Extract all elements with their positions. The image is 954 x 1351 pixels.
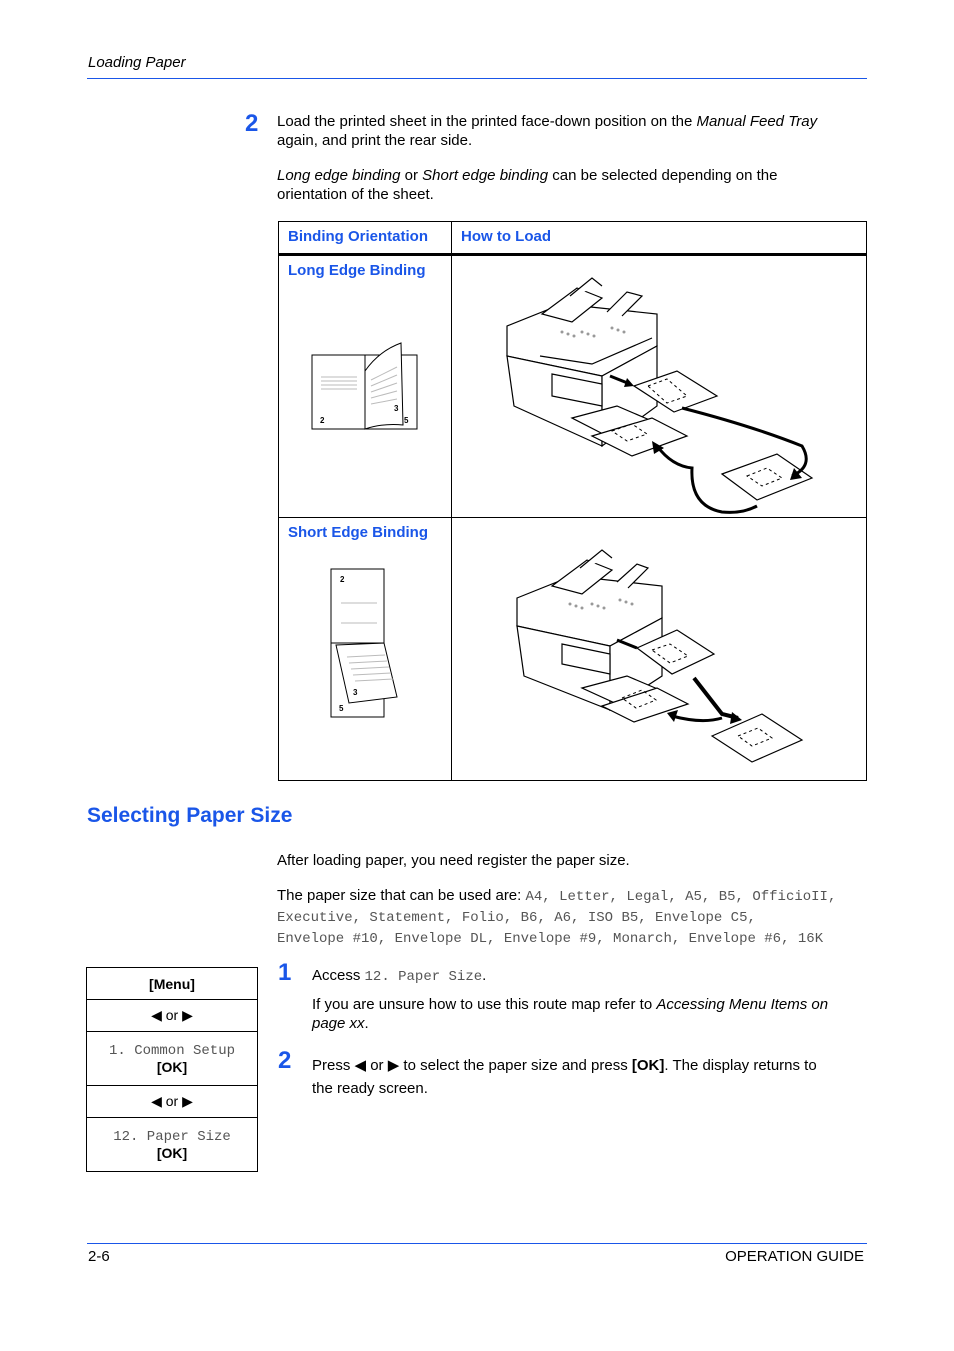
sizes-lead: The paper size that can be used are: [277, 887, 526, 904]
short-edge-load-illustration [452, 518, 866, 780]
step-number: 2 [278, 1047, 292, 1074]
unsure-end: . [364, 1015, 369, 1032]
intro-text: After loading paper, you need register the paper size. [277, 852, 630, 869]
nav-arrows: ◀ or ▶ [87, 1086, 258, 1118]
menu-item-common-setup [87, 1032, 258, 1086]
page-label: 5 [339, 704, 344, 713]
step1-unsure [312, 995, 872, 1033]
step-number: 2 [245, 110, 259, 137]
page-label: 2 [320, 416, 325, 425]
menu-route-table [86, 967, 258, 1172]
step-number: 1 [278, 959, 292, 986]
step2-text [277, 112, 867, 150]
sizes-line3: Envelope #10, Envelope DL, Envelope #9, Monarch, Envelope #6, 16K [277, 931, 824, 947]
item-common-setup-label: 1. Common Setup [108, 1042, 236, 1059]
press-text: Press ◀ or ▶ to select the paper size and press [312, 1057, 632, 1074]
manual-feed-tray-term: Manual Feed Tray [696, 113, 818, 130]
footer-rule [87, 1243, 867, 1244]
page-label: 3 [394, 404, 399, 413]
col-header-load [452, 222, 867, 255]
col-header-binding-label: Binding Orientation [288, 228, 428, 245]
long-edge-load-cell [452, 255, 867, 518]
ok-key: [OK] [631, 1057, 665, 1074]
step1-access [312, 966, 486, 987]
step2-line-b: again, and print the rear side. [277, 132, 473, 149]
sizes-line1: A4, Letter, Legal, A5, B5, OfficioII, [525, 889, 837, 905]
short-edge-term: Short edge binding [422, 167, 549, 184]
access-word: Access [312, 967, 365, 984]
access-end: . [482, 967, 487, 984]
binding-note [277, 166, 867, 204]
accessing-menu-link[interactable]: Accessing Menu Items on [656, 996, 829, 1013]
binding-table [278, 221, 867, 781]
page-header-title: Loading Paper [88, 54, 186, 71]
ok-key: [OK] [156, 1144, 188, 1161]
short-edge-cell [279, 518, 452, 781]
step2-press [312, 1054, 872, 1100]
sizes-line2: Executive, Statement, Folio, B6, A6, ISO B5, Envelope C5, [277, 910, 756, 926]
binding-rest: can be selected depending on the [548, 167, 778, 184]
paper-sizes-text [277, 886, 867, 949]
page-label: 3 [353, 688, 358, 697]
unsure-text: If you are unsure how to use this route map refer to [312, 996, 657, 1013]
short-edge-book-illustration [279, 547, 451, 767]
or-word: or [400, 167, 423, 184]
header-rule [87, 78, 867, 79]
ok-key: [OK] [156, 1058, 188, 1075]
item-paper-size-label: 12. Paper Size [113, 1128, 231, 1145]
press-rest2: the ready screen. [312, 1080, 428, 1097]
menu-item-paper-size [87, 1118, 258, 1172]
page-label: 5 [404, 416, 409, 425]
col-header-binding [279, 222, 452, 255]
page-ref: page xx [312, 1015, 365, 1032]
press-rest: . The display returns to [664, 1057, 817, 1074]
guide-title: OPERATION GUIDE [725, 1248, 864, 1265]
section-title: Selecting Paper Size [87, 804, 293, 827]
page-number: 2-6 [88, 1248, 110, 1265]
long-edge-book-illustration [279, 285, 451, 505]
nav-arrows: ◀ or ▶ [87, 1000, 258, 1032]
long-edge-cell [279, 255, 452, 518]
page-label: 2 [340, 575, 345, 584]
long-edge-label: Long Edge Binding [288, 262, 426, 279]
long-edge-load-illustration [452, 256, 866, 517]
short-edge-label: Short Edge Binding [288, 524, 428, 541]
menu-key: [Menu] [87, 968, 258, 1000]
step2-line-a: Load the printed sheet in the printed face-down position on the [277, 113, 697, 130]
binding-rest2: orientation of the sheet. [277, 186, 434, 203]
col-header-load-label: How to Load [461, 228, 551, 245]
short-edge-load-cell [452, 518, 867, 781]
long-edge-term: Long edge binding [277, 167, 401, 184]
access-code: 12. Paper Size [364, 969, 483, 985]
